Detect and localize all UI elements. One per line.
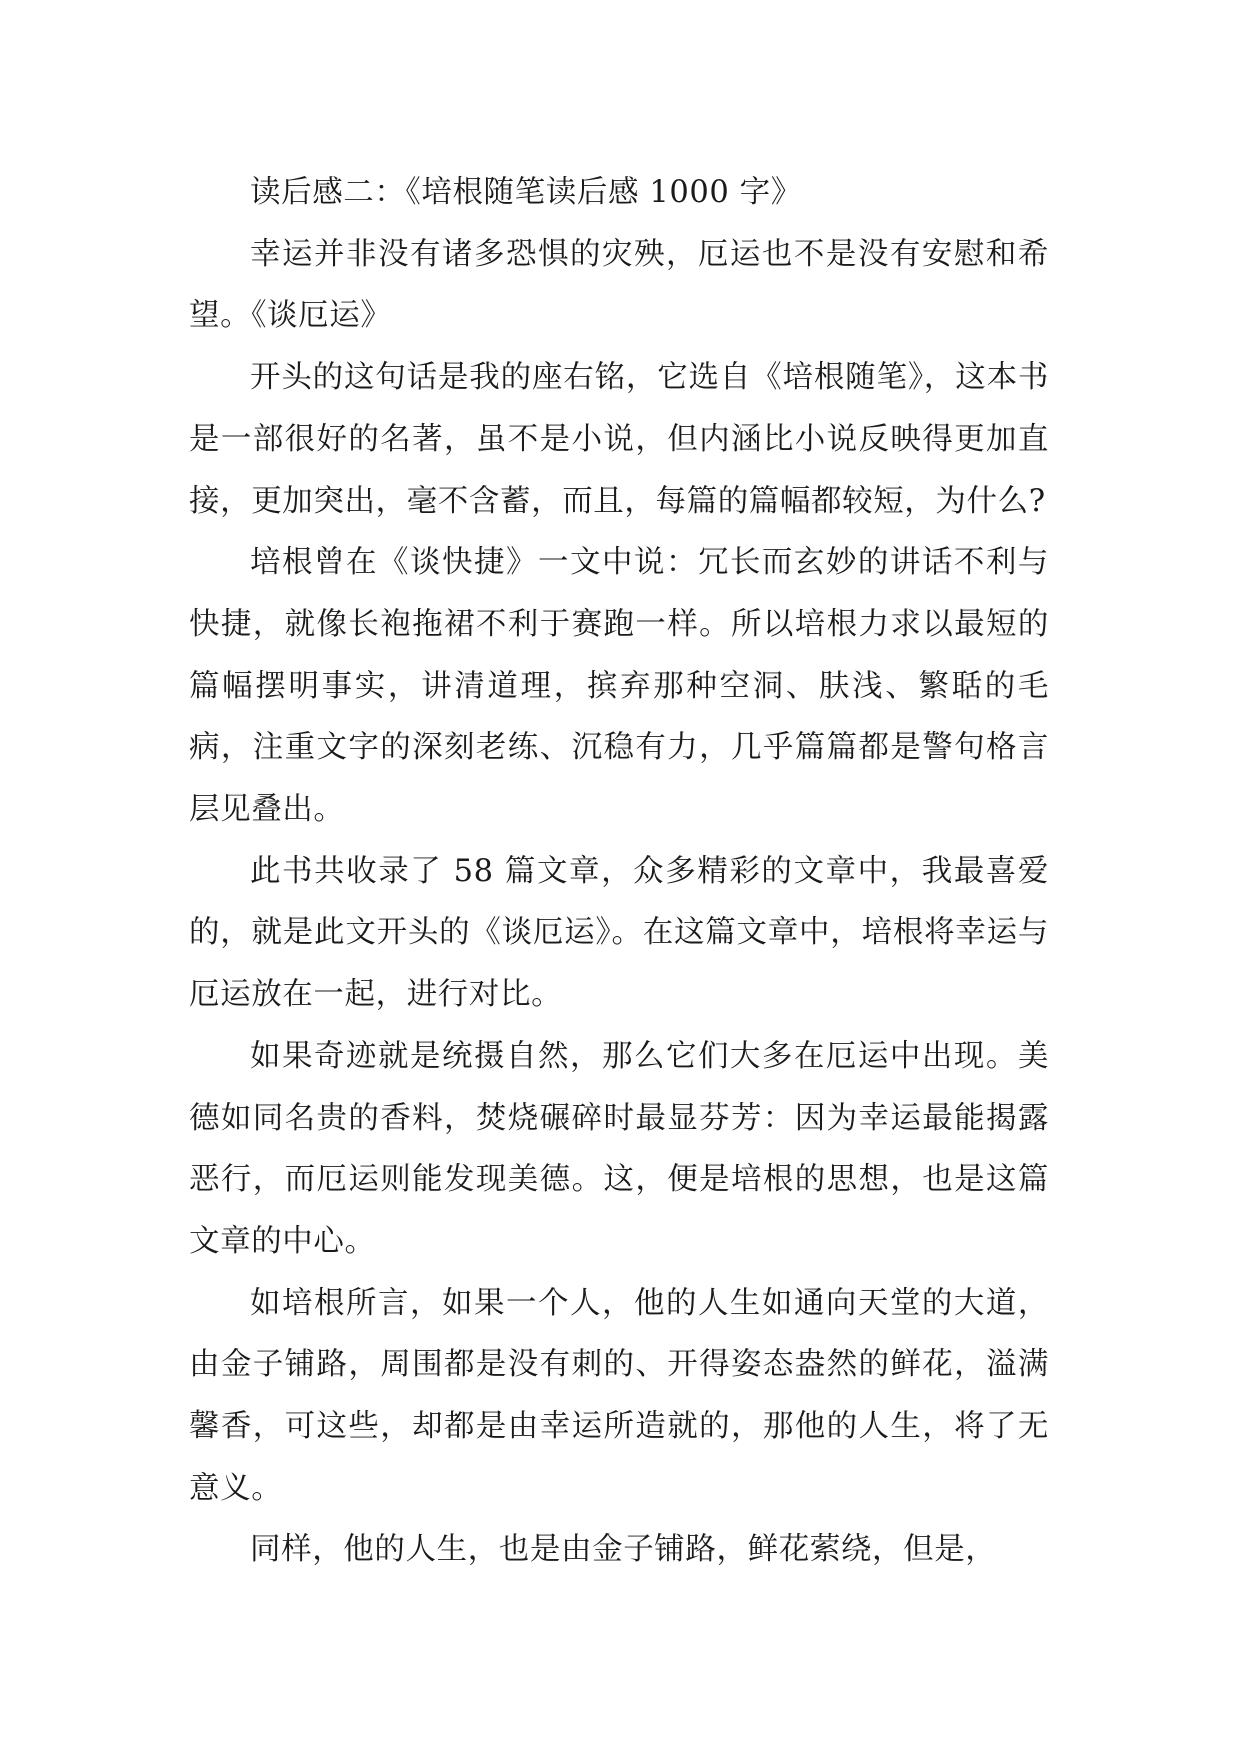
paragraph-quote: 幸运并非没有诸多恐惧的灾殃，厄运也不是没有安慰和希望。《谈厄运》 (189, 236, 1049, 334)
paragraph-title: 读后感二：《培根随笔读后感 1000 字》 (250, 175, 802, 210)
paragraph-brevity: 培根曾在《谈快捷》一文中说：冗长而玄妙的讲话不利与快捷，就像长袍拖裙不利于赛跑一样。所以培根力求以最短的篇幅摆明事实，讲清道理，摈弃那种空洞、肤浅、繁聒的毛病，注重文字的深刻老练、沉稳有力，几乎篇篇都是警句格言层见叠出。 (189, 545, 1049, 828)
paragraph-intro: 开头的这句话是我的座右铭，它选自《培根随笔》，这本书是一部很好的名著，虽不是小说，但内涵比小说反映得更加直接，更加突出，毫不含蓄，而且，每篇的篇幅都较短，为什么? (189, 360, 1049, 519)
paragraph-golden-road: 如培根所言，如果一个人，他的人生如通向天堂的大道，由金子铺路，周围都是没有刺的、开得姿态盎然的鲜花，溢满馨香，可这些，却都是由幸运所造就的，那他的人生，将了无意义。 (189, 1285, 1049, 1506)
paragraph-miracle: 如果奇迹就是统摄自然，那么它们大多在厄运中出现。美德如同名贵的香料，焚烧碾碎时最显芬芳：因为幸运最能揭露恶行，而厄运则能发现美德。这，便是培根的思想，也是这篇文章的中心。 (189, 1038, 1049, 1259)
paragraph-likewise: 同样，他的人生，也是由金子铺路，鲜花萦绕，但是， (250, 1532, 997, 1568)
paragraph-collection: 此书共收录了 58 篇文章，众多精彩的文章中，我最喜爱的，就是此文开头的《谈厄运》。在这篇文章中，培根将幸运与厄运放在一起，进行对比。 (189, 853, 1049, 1013)
document-body (189, 162, 1049, 1581)
